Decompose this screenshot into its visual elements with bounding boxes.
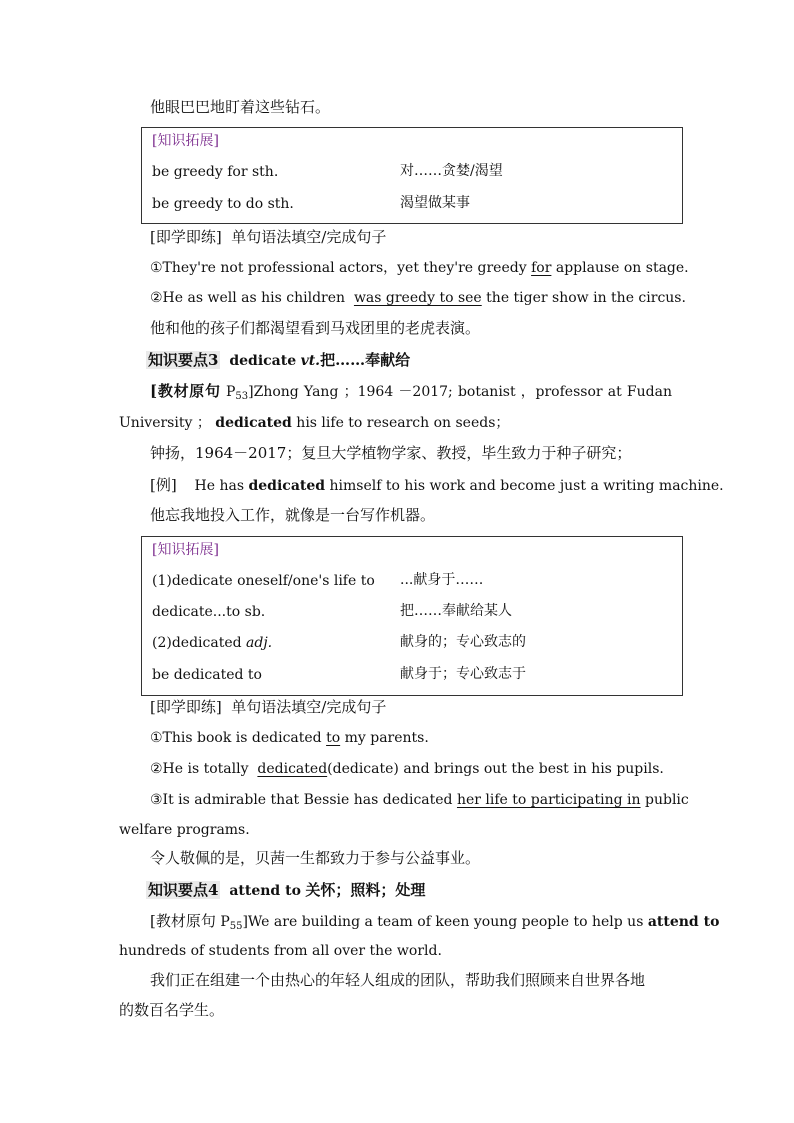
source-sentence-line1: [教材原句 $P_{53}]Zhong$ Yang ；1964 －2017; botanist ，professor at Fudan <box>150 382 672 402</box>
practice-label: [即学即练] <box>150 698 222 716</box>
box-heading: [知识拓展] <box>152 542 219 558</box>
exercise-sentence: ①They're not professional actors，yet they're greedy for applause on stage. <box>150 260 689 276</box>
source-sentence-line2: University ； dedicated his life to research on seeds； <box>119 415 510 431</box>
phrase-zh: 献身于；专心致志于 <box>400 666 526 682</box>
phrase-zh: 渴望做某事 <box>400 195 470 211</box>
answer: for <box>531 260 552 276</box>
phrase-en: (1)dedicate oneself/one's life to <box>152 573 375 589</box>
example-label: [例] <box>150 476 177 494</box>
answer: her life to participating in <box>456 792 641 808</box>
phrase-en: be greedy for sth. <box>152 164 279 180</box>
phrase-zh: 对……贪婪/渴望 <box>400 163 503 179</box>
source-label: [教材原句 <box>150 912 216 930</box>
phrase-zh: 把……奉献给某人 <box>400 603 512 619</box>
source-label: [教材原句 <box>150 382 221 400</box>
point-tag: 知识要点3 <box>148 351 219 369</box>
practice-heading <box>150 227 386 247</box>
point-tag: 知识要点4 <box>148 881 219 899</box>
translation: 他和他的孩子们都渴望看到马戏团里的老虎表演。 <box>150 319 481 337</box>
exercise-sentence: ③It is admirable that Bessie has dedicated her life to participating in public <box>150 792 689 808</box>
headword: dedicate <box>229 353 297 369</box>
answer: was greedy to see <box>353 290 482 306</box>
translation-line2: 的数百名学生。 <box>119 1001 225 1019</box>
practice-heading <box>150 697 386 717</box>
phrase-zh: 献身的；专心致志的 <box>400 634 526 650</box>
translation-line1: 我们正在组建一个由热心的年轻人组成的团队，帮助我们照顾来自世界各地 <box>150 971 646 989</box>
headword-meaning: 关怀；照料；处理 <box>305 881 426 899</box>
practice-title: 单句语法填空/完成句子 <box>231 698 387 716</box>
headword: attend to <box>229 883 301 899</box>
exercise-sentence: ②He is totally dedicated(dedicate) and brings out the best in his pupils. <box>150 761 664 777</box>
practice-label: [即学即练] <box>150 228 222 246</box>
intro-line: 他眼巴巴地盯着这些钻石。 <box>150 98 331 116</box>
example-sentence: [例] He has dedicated himself to his work and become just a writing machine. <box>150 476 724 494</box>
phrase-en: dedicate...to sb. <box>152 604 266 620</box>
box-heading: [知识拓展] <box>152 133 219 149</box>
translation: 他忘我地投入工作，就像是一台写作机器。 <box>150 506 436 524</box>
knowledge-extension-box-2 <box>141 536 683 696</box>
translation: 钟扬，1964－2017；复旦大学植物学家、教授，毕生致力于种子研究； <box>150 444 632 462</box>
part-of-speech: vt. <box>300 353 321 369</box>
exercise-sentence: ②He as well as his children was greedy to see the tiger show in the circus. <box>150 290 686 306</box>
answer: dedicated <box>257 761 328 777</box>
answer: to <box>326 730 341 746</box>
exercise-sentence-cont: welfare programs. <box>119 822 250 838</box>
exercise-sentence: ①This book is dedicated to my parents. <box>150 730 429 746</box>
knowledge-extension-box-1 <box>141 127 683 224</box>
phrase-en: be greedy to do sth. <box>152 196 294 212</box>
knowledge-point-heading <box>146 350 410 371</box>
source-sentence-line1: [教材原句 $P_{55}]We$ are building a team of keen young people to help us attend to <box>150 912 720 932</box>
phrase-en: (2)dedicated adj. <box>152 635 273 651</box>
knowledge-point-heading <box>146 880 425 901</box>
headword-meaning: 把……奉献给 <box>320 351 411 369</box>
phrase-zh: ...献身于…… <box>400 572 484 588</box>
phrase-en: be dedicated to <box>152 667 262 683</box>
practice-title: 单句语法填空/完成句子 <box>231 228 387 246</box>
source-sentence-line2: hundreds of students from all over the world. <box>119 943 442 959</box>
translation: 令人敬佩的是，贝茜一生都致力于参与公益事业。 <box>150 849 481 867</box>
